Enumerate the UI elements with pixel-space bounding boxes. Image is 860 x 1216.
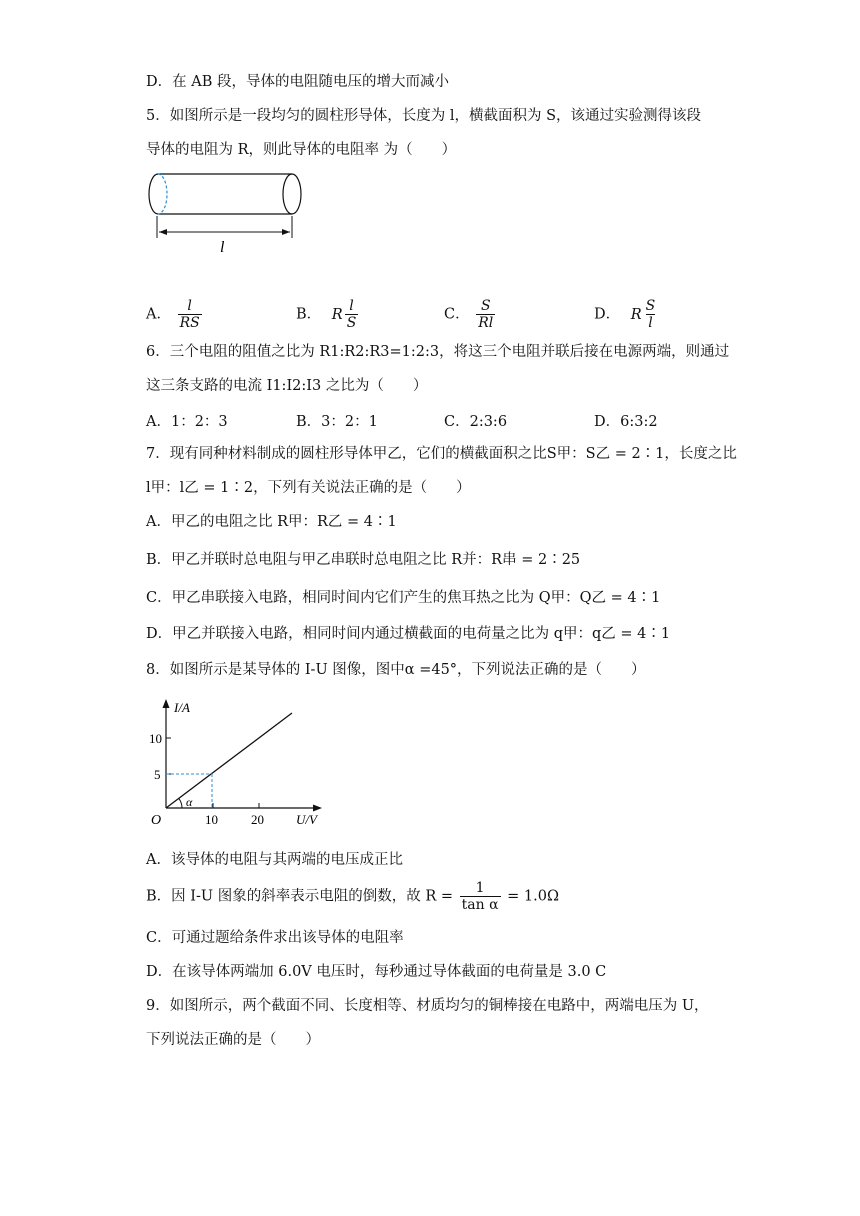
q8-iu-graph (146, 690, 346, 830)
q5-option-a (146, 298, 204, 331)
q8-stem: 8．如图所示是某导体的 I-U 图像，图中α =45°，下列说法正确的是（ ） (146, 662, 646, 678)
graph-x-tick-10: 10 (205, 812, 218, 827)
option-prefix: R (630, 306, 642, 323)
q5-stem-line2: 导体的电阻为 R，则此导体的电阻率 为（ ） (146, 142, 457, 158)
graph-y-tick-10: 10 (149, 731, 162, 746)
graph-y-tick-5: 5 (154, 767, 161, 782)
q7-option-d: D．甲乙并联接入电路，相同时间内通过横截面的电荷量之比为 q甲：q乙 = 4∶1 (146, 626, 671, 642)
q5-option-b (296, 298, 360, 331)
fraction-denominator: Rl (478, 315, 494, 331)
fraction-numerator: S (480, 298, 491, 314)
q7-stem-line1: 7．现有同种材料制成的圆柱形导体甲乙，它们的横截面积之比S甲：S乙 = 2∶1，长度之比 (146, 446, 737, 462)
q6-option-b: B．3：2：1 (296, 414, 378, 430)
graph-angle-label: α (186, 795, 193, 809)
q5-option-c (444, 298, 497, 331)
fraction-numerator: l (187, 298, 192, 314)
q8-option-c: C．可通过题给条件求出该导体的电阻率 (146, 930, 404, 946)
fraction-denominator: RS (179, 315, 200, 331)
q7-option-a: A．甲乙的电阻之比 R甲：R乙 = 4∶1 (146, 514, 397, 530)
q6-stem-line1: 6．三个电阻的阻值之比为 R1:R2:R3=1:2:3，将这三个电阻并联后接在电源两端，则通过 (146, 344, 730, 360)
option-key: C． (444, 306, 470, 323)
option-b-text: B．因 I-U 图象的斜率表示电阻的倒数，故 R = (146, 888, 454, 905)
q7-option-c: C．甲乙串联接入电路，相同时间内它们产生的焦耳热之比为 Q甲：Q乙 = 4∶1 (146, 590, 661, 606)
q5-stem-line1: 5．如图所示是一段均匀的圆柱形导体，长度为 l，横截面积为 S，该通过实验测得该段 (146, 108, 702, 124)
q6-option-d: D．6:3:2 (594, 414, 658, 430)
fraction-numerator: S (645, 298, 656, 314)
graph-x-label: U/V (296, 812, 317, 827)
q5-option-d (594, 298, 659, 331)
fraction-numerator: l (349, 298, 354, 314)
q7-option-b: B．甲乙并联时总电阻与甲乙串联时总电阻之比 R并：R串 = 2∶25 (146, 552, 581, 568)
q9-stem-line2: 下列说法正确的是（ ） (146, 1032, 320, 1048)
fraction-numerator: 1 (475, 880, 485, 896)
graph-x-tick-20: 20 (251, 812, 264, 827)
q6-option-c: C．2:3:6 (444, 414, 508, 430)
q6-option-a: A．1：2：3 (146, 414, 228, 430)
fraction-denominator: l (648, 315, 653, 331)
graph-y-label: I/A (174, 700, 190, 715)
q8-option-a: A．该导体的电阻与其两端的电压成正比 (146, 852, 403, 868)
q8-option-d: D．在该导体两端加 6.0V 电压时，每秒通过导体截面的电荷量是 3.0 C (146, 964, 607, 980)
fraction-denominator: tan α (461, 897, 499, 913)
option-key: A． (146, 306, 171, 323)
option-prefix: R (331, 306, 343, 323)
fraction-denominator: S (346, 315, 357, 331)
q9-stem-line1: 9．如图所示，两个截面不同、长度相等、材质均匀的铜棒接在电路中，两端电压为 U， (146, 998, 709, 1014)
q6-stem-line2: 这三条支路的电流 I1:I2:I3 之比为（ ） (146, 378, 428, 394)
graph-origin-label: O (151, 813, 162, 828)
q5-cylinder-figure (140, 166, 310, 256)
option-key: B． (296, 306, 322, 323)
q4-option-d: D．在 AB 段，导体的电阻随电压的增大而减小 (146, 74, 449, 90)
q8-option-b (146, 880, 559, 913)
q5-length-label: l (220, 239, 225, 256)
q7-stem-line2: l甲：l乙 = 1∶2，下列有关说法正确的是（ ） (146, 480, 471, 496)
option-b-result: = 1.0Ω (507, 888, 559, 905)
option-key: D． (594, 306, 621, 323)
